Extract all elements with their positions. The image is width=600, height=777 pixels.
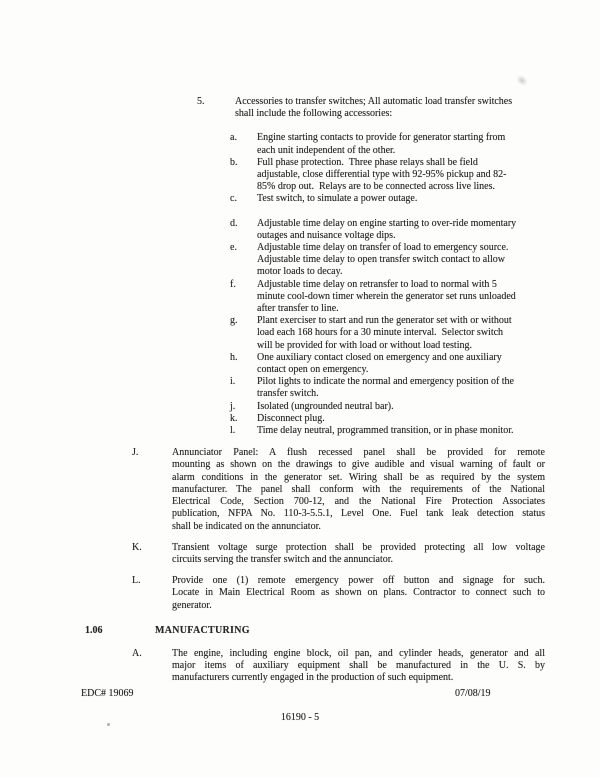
- text-line: Full phase protection. Three phase relays shall be field: [257, 156, 478, 168]
- page-number: 16190 - 5: [280, 712, 320, 723]
- text-line: Annunciator Panel: A flush recessed panel shall be provided for remote: [172, 447, 545, 459]
- text-line: Time delay neutral, programmed transition, or in phase monitor.: [257, 425, 514, 437]
- section-row: [0, 575, 600, 612]
- text-line: major items of auxiliary equipment shall be manufactured in the U. S. by: [172, 660, 545, 672]
- text-line: Provide one (1) remote emergency power off button and signage for such.: [172, 575, 545, 587]
- document-body: [0, 96, 600, 685]
- text-line: Adjustable time delay on retransfer to load to normal with 5: [257, 278, 497, 290]
- text-line: contact open on emergency.: [257, 364, 369, 376]
- text-line: Disconnect plug.: [257, 412, 325, 424]
- subitem-letter: a.: [230, 132, 237, 144]
- item-5-number: 5.: [197, 96, 205, 107]
- subitem-letter: k.: [230, 412, 238, 424]
- text-line: circuits serving the transfer switch and the annunciator.: [172, 553, 394, 565]
- text-line: manufacturers currently engaged in the production of such equipment.: [172, 672, 454, 684]
- subitem-text: [257, 376, 557, 400]
- subitem-text: [257, 425, 557, 437]
- section-letter: J.: [132, 447, 139, 459]
- subitem-text: [257, 132, 557, 156]
- subitem-text: [257, 242, 557, 279]
- section-text: [172, 575, 545, 612]
- subitem-row: [0, 157, 600, 194]
- subitem-row: [0, 413, 600, 425]
- text-line: shall include the following accessories:: [235, 108, 393, 120]
- text-line: minute cool-down timer wherein the generator set runs unloaded: [257, 290, 516, 302]
- text-line: mounting as shown on the drawings to give audible and visual warning of fault or: [172, 459, 545, 471]
- article-heading: [0, 625, 600, 637]
- subitem-text: [257, 193, 557, 205]
- text-line: load each 168 hours for a 30 minute interval. Selector switch: [257, 327, 504, 339]
- text-line: Locate in Main Electrical Room as shown on plans. Contractor to connect such to: [172, 587, 545, 599]
- text-line: Plant exerciser to start and run the generator set with or without: [257, 315, 512, 327]
- article-number: 1.06: [85, 624, 103, 636]
- section-text: [172, 648, 545, 685]
- text-line: generator.: [172, 599, 212, 611]
- subitem-text: [257, 218, 557, 242]
- section-letter: A.: [132, 647, 142, 659]
- text-line: will be provided for with load or without load testing.: [257, 339, 472, 351]
- subitem-letter: c.: [230, 193, 237, 205]
- subitem-letter: e.: [230, 242, 237, 254]
- scan-smudge-artifact: [515, 73, 530, 87]
- article-section-list: [0, 648, 600, 685]
- text-line: after transfer to line.: [257, 303, 339, 315]
- footer-date: 07/08/19: [455, 688, 491, 699]
- section-row: [0, 447, 600, 532]
- text-line: Transient voltage surge protection shall be provided protecting all low voltage: [172, 541, 545, 553]
- text-line: Electrical Code, Section 700-12, and the National Fire Protection Associates: [172, 496, 545, 508]
- text-line: Adjustable time delay on engine starting to over-ride momentary: [257, 217, 517, 229]
- text-line: The engine, including engine block, oil pan, and cylinder heads, generator and all: [172, 647, 545, 659]
- scan-speck-artifact: [107, 723, 110, 726]
- subitem-row: [0, 401, 600, 413]
- subitem-row: [0, 132, 600, 156]
- article-title: MANUFACTURING: [155, 624, 250, 636]
- section-row: [0, 542, 600, 566]
- item-5: [0, 96, 600, 120]
- text-line: transfer switch.: [257, 388, 319, 400]
- text-line: publication, NFPA No. 110-3-5.5.1, Level One. Fuel tank leak detection status: [172, 508, 545, 520]
- text-line: Pilot lights to indicate the normal and emergency position of the: [257, 376, 514, 388]
- subitem-row: [0, 352, 600, 376]
- subitem-row: [0, 425, 600, 437]
- subitem-text: [257, 413, 557, 425]
- section-row: [0, 648, 600, 685]
- section-text: [172, 542, 545, 566]
- text-line: Test switch, to simulate a power outage.: [257, 193, 418, 205]
- subitem-row: [0, 193, 600, 205]
- text-line: shall be indicated on the annunciator.: [172, 520, 321, 532]
- subitem-row: [0, 376, 600, 400]
- text-line: Engine starting contacts to provide for generator starting from: [257, 132, 506, 144]
- subitem-row: [0, 242, 600, 279]
- subitem-row: [0, 218, 600, 242]
- section-letter: L.: [132, 575, 141, 587]
- subitem-letter: d.: [230, 217, 238, 229]
- subitem-row: [0, 315, 600, 352]
- text-line: adjustable, close differential type with 92-95% pickup and 82-: [257, 169, 507, 181]
- subitem-letter: j.: [230, 400, 236, 412]
- text-line: Adjustable time delay to open transfer switch contact to allow: [257, 254, 505, 266]
- subitem-letter: f.: [230, 278, 236, 290]
- subitem-text: [257, 315, 557, 352]
- subitem-list: [0, 132, 600, 437]
- subitem-row: [0, 279, 600, 316]
- text-line: One auxiliary contact closed on emergency and one auxiliary: [257, 351, 502, 363]
- text-line: manufacturer. The panel shall conform with the requirements of the National: [172, 483, 545, 495]
- subitem-text: [257, 157, 557, 194]
- subitem-letter: h.: [230, 351, 238, 363]
- subitem-letter: b.: [230, 156, 238, 168]
- text-line: each unit independent of the other.: [257, 144, 396, 156]
- subitem-text: [257, 401, 557, 413]
- text-line: Isolated (ungrounded neutral bar).: [257, 400, 394, 412]
- footer-doc-id: EDC# 19069: [81, 688, 134, 699]
- subitem-text: [257, 352, 557, 376]
- text-line: Accessories to transfer switches; All automatic load transfer switches: [235, 96, 513, 107]
- section-letter: K.: [132, 541, 142, 553]
- item-5-text: [235, 96, 565, 120]
- text-line: outages and nuisance voltage dips.: [257, 229, 396, 241]
- section-text: [172, 447, 545, 532]
- text-line: 85% drop out. Relays are to be connected across live lines.: [257, 181, 495, 193]
- subitem-text: [257, 279, 557, 316]
- subitem-letter: l.: [230, 425, 236, 437]
- text-line: Adjustable time delay on transfer of load to emergency source.: [257, 242, 509, 254]
- section-list: [0, 447, 600, 611]
- text-line: alarm conditions in the generator set. Wiring shall be as required by the system: [172, 471, 545, 483]
- subitem-letter: g.: [230, 315, 238, 327]
- subitem-letter: i.: [230, 376, 236, 388]
- text-line: motor loads to decay.: [257, 266, 343, 278]
